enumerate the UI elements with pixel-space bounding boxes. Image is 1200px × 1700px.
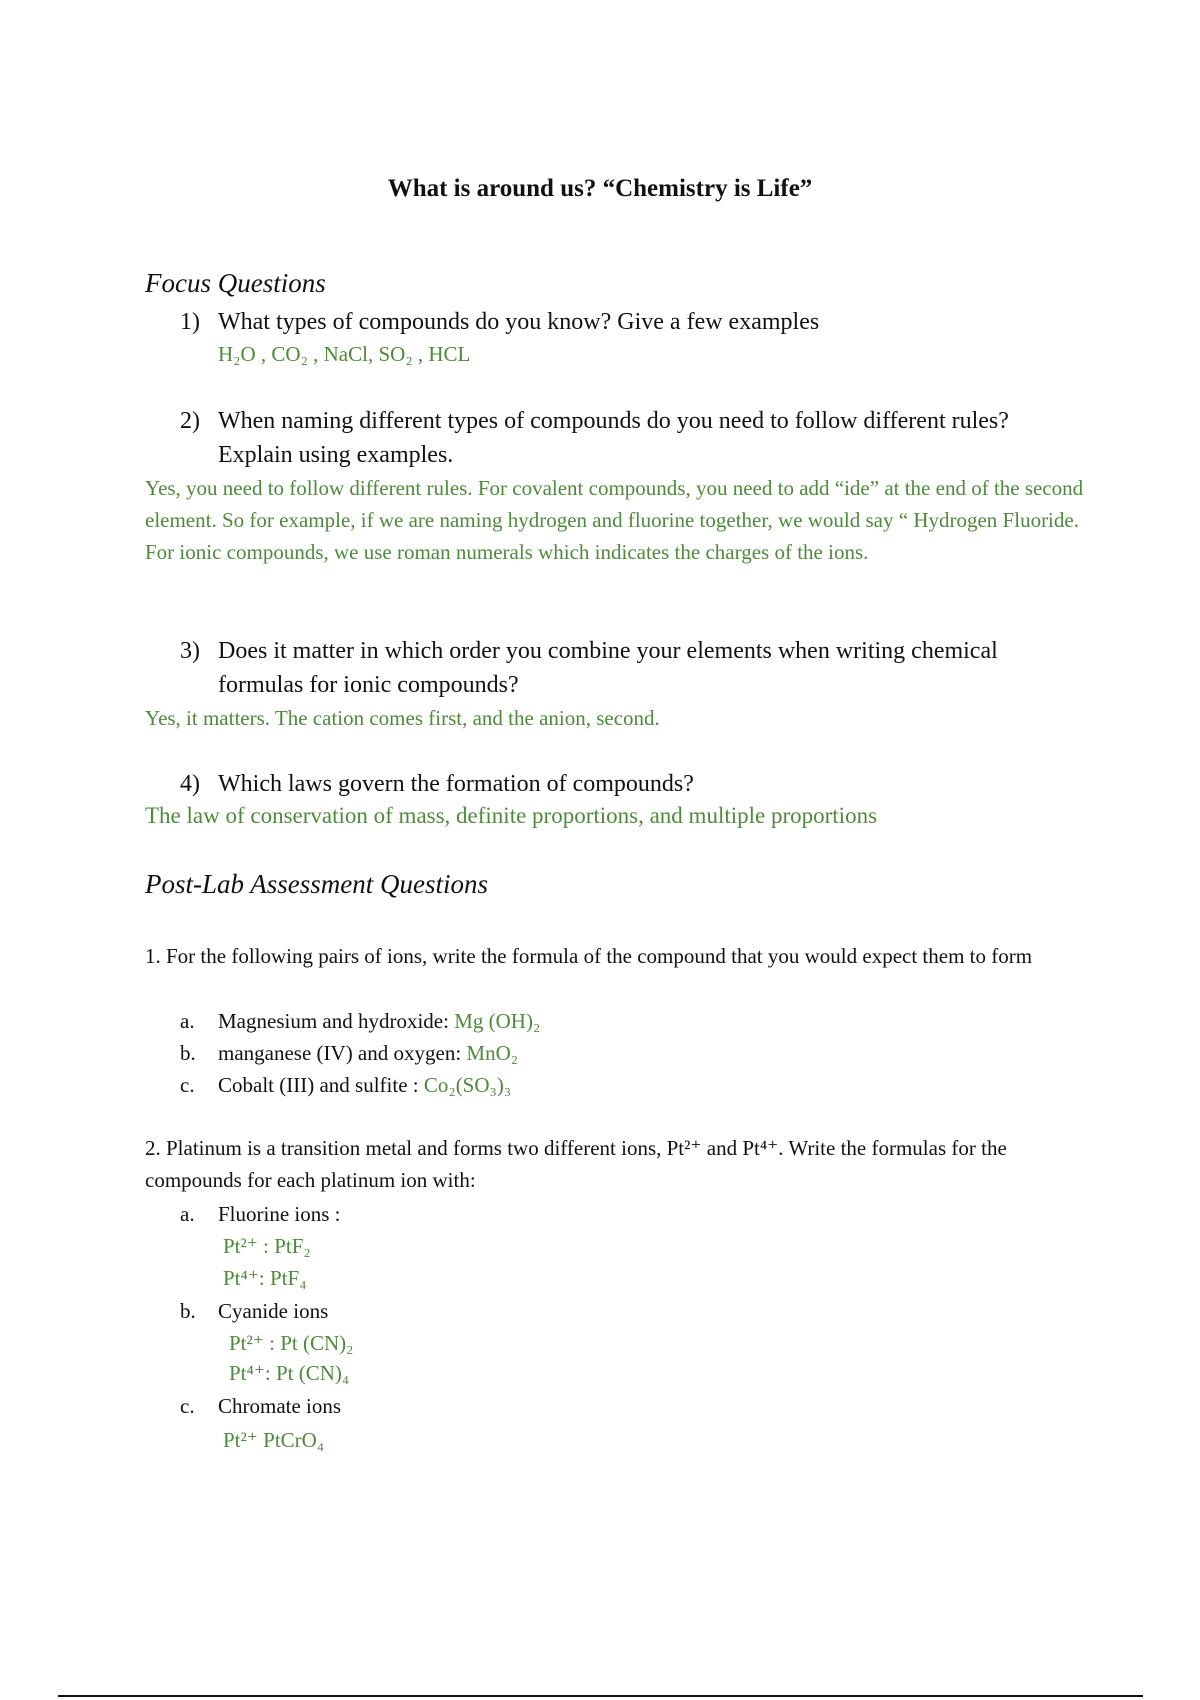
item-label: manganese (IV) and oxygen: (218, 1041, 467, 1065)
list-item (180, 1295, 328, 1327)
list-item (180, 1198, 341, 1230)
list-item (180, 1390, 341, 1422)
question-number: 1) (180, 309, 200, 335)
focus-answer-4: The law of conservation of mass, definite proportions, and multiple proportions (145, 803, 878, 828)
item-label: Chromate ions (218, 1394, 342, 1418)
list-item (180, 1037, 518, 1069)
page-bottom-divider (58, 1695, 1143, 1697)
item-label: Cyanide ions (218, 1299, 329, 1323)
item-letter: a. (180, 1009, 195, 1033)
item-letter: c. (180, 1394, 195, 1418)
item-letter: c. (180, 1073, 195, 1097)
sub-answer: Pt²⁺ : Pt (CN)₂ (229, 1331, 354, 1355)
focus-answer-2: Yes, you need to follow different rules. For covalent compounds, you need to add “ide” at the end of the second element. So for example, if we are naming hydrogen and fluorine together, we would say “ Hydrogen Fluoride. For ionic compounds, we use roman numerals which indicates the charges of the ions. (145, 476, 1084, 564)
focus-question-2 (180, 404, 1098, 472)
sub-answer: Pt²⁺ PtCrO₄ (223, 1428, 325, 1452)
sub-answer: Pt⁴⁺: Pt (CN)₄ (229, 1361, 350, 1385)
question-text: Which laws govern the formation of compounds? (218, 771, 694, 797)
item-letter: a. (180, 1202, 195, 1226)
sub-answer: Pt⁴⁺: PtF₄ (223, 1266, 307, 1290)
question-text: When naming different types of compounds do you need to follow different rules? (218, 408, 1009, 434)
list-item (180, 1005, 540, 1037)
focus-question-1 (180, 305, 1098, 339)
question-number: 2) (180, 408, 200, 434)
focus-answer-1: H₂O , CO₂ , NaCl, SO₂ , HCL (218, 342, 471, 366)
sub-answer: Pt²⁺ : PtF₂ (223, 1234, 311, 1258)
page-title: What is around us? “Chemistry is Life” (387, 175, 813, 202)
item-label: Cobalt (III) and sulfite : (218, 1073, 424, 1097)
focus-answer-3: Yes, it matters. The cation comes first, and the anion, second. (145, 706, 660, 730)
item-answer: Co₂(SO₃)₃ (423, 1073, 512, 1097)
question-number: 3) (180, 638, 200, 664)
item-answer: MnO₂ (466, 1041, 519, 1065)
focus-question-4 (180, 767, 1098, 801)
focus-questions-heading: Focus Questions (145, 268, 326, 298)
item-letter: b. (180, 1041, 196, 1065)
item-answer: Mg (OH)₂ (454, 1009, 541, 1033)
question-text-continued: Explain using examples. (218, 442, 454, 468)
question-text-continued: formulas for ionic compounds? (218, 672, 519, 698)
post-lab-question-2: 2. Platinum is a transition metal and forms two different ions, Pt²⁺ and Pt⁴⁺. Write the formulas for the compounds for each platinum ion with: (145, 1136, 1007, 1192)
focus-question-3 (180, 634, 1098, 702)
question-text: What types of compounds do you know? Give a few examples (218, 309, 820, 335)
post-lab-question-1: 1. For the following pairs of ions, write the formula of the compound that you would expect them to form (145, 944, 1033, 968)
item-letter: b. (180, 1299, 196, 1323)
post-lab-heading: Post-Lab Assessment Questions (145, 869, 489, 899)
question-text: Does it matter in which order you combine your elements when writing chemical (218, 638, 998, 664)
list-item (180, 1069, 511, 1101)
item-label: Magnesium and hydroxide: (218, 1009, 455, 1033)
question-number: 4) (180, 771, 200, 797)
item-label: Fluorine ions : (218, 1202, 341, 1226)
